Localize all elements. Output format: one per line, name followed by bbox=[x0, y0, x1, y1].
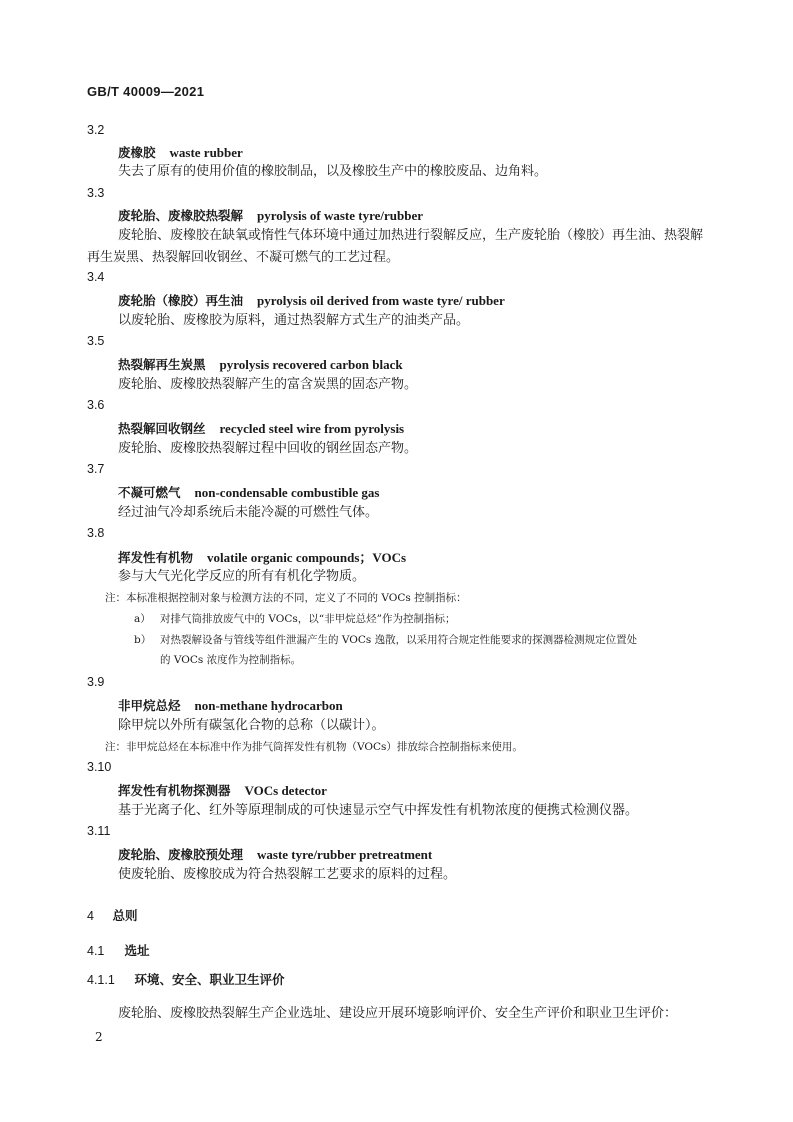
note-item-label: b） bbox=[134, 634, 152, 646]
note-item-b bbox=[134, 632, 637, 647]
note-item-text: 对热裂解设备与管线等组件泄漏产生的 VOCs 逸散，以采用符合规定性能要求的探测器检测规定位置处 bbox=[160, 634, 638, 646]
note-item-continuation: 的 VOCs 浓度作为控制指标。 bbox=[160, 654, 302, 666]
section-heading bbox=[87, 906, 138, 924]
section-number: 4.1.1 bbox=[87, 973, 115, 987]
term-zh: 废轮胎、废橡胶预处理 bbox=[118, 847, 244, 862]
term-en: pyrolysis recovered carbon black bbox=[219, 357, 403, 372]
term-en: non-methane hydrocarbon bbox=[194, 698, 343, 713]
term-heading bbox=[118, 291, 505, 309]
term-definition: 废轮胎、废橡胶热裂解产生的富含炭黑的固态产物。 bbox=[118, 377, 418, 392]
term-heading bbox=[118, 355, 403, 373]
paragraph-text: 废轮胎、废橡胶热裂解生产企业选址、建设应开展环境影响评价、安全生产评价和职业卫生评价： bbox=[118, 1006, 678, 1021]
section-title: 选址 bbox=[124, 943, 150, 958]
term-en: recycled steel wire from pyrolysis bbox=[219, 421, 405, 436]
term-definition: 除甲烷以外所有碳氢化合物的总称（以碳计）。 bbox=[118, 718, 385, 733]
note-intro: 注：本标准根据控制对象与检测方法的不同，定义了不同的 VOCs 控制指标： bbox=[105, 592, 467, 604]
term-heading bbox=[118, 547, 406, 566]
note-item-label: a） bbox=[134, 613, 151, 625]
clause-number: 3.6 bbox=[87, 398, 105, 412]
term-zh: 不凝可燃气 bbox=[118, 485, 181, 500]
term-en: waste tyre/rubber pretreatment bbox=[257, 847, 433, 862]
note-item-a bbox=[134, 611, 456, 626]
section-number: 4.1 bbox=[87, 944, 105, 958]
term-heading bbox=[118, 143, 243, 161]
term-zh: 废轮胎（橡胶）再生油 bbox=[118, 293, 244, 308]
term-definition: 使废轮胎、废橡胶成为符合热裂解工艺要求的原料的过程。 bbox=[118, 867, 457, 882]
note-item-text: 对排气筒排放废气中的 VOCs，以“非甲烷总烃”作为控制指标； bbox=[160, 613, 456, 625]
term-heading bbox=[118, 781, 327, 799]
term-definition: 参与大气光化学反应的所有有机化学物质。 bbox=[118, 569, 366, 584]
term-definition: 以废轮胎、废橡胶为原料，通过热裂解方式生产的油类产品。 bbox=[118, 313, 470, 328]
clause-number: 3.5 bbox=[87, 334, 105, 348]
subsection-heading bbox=[87, 941, 150, 959]
section-title: 总则 bbox=[112, 908, 138, 923]
term-heading bbox=[118, 419, 404, 437]
term-heading bbox=[118, 845, 432, 863]
term-zh: 废橡胶 bbox=[118, 145, 156, 160]
term-definition: 经过油气冷却系统后未能冷凝的可燃性气体。 bbox=[118, 505, 379, 520]
clause-number: 3.3 bbox=[87, 186, 105, 200]
subsubsection-heading bbox=[87, 970, 285, 988]
section-title: 环境、安全、职业卫生评价 bbox=[134, 972, 285, 987]
term-en: VOCs detector bbox=[244, 783, 327, 798]
term-heading bbox=[118, 696, 343, 714]
term-definition: 废轮胎、废橡胶热裂解过程中回收的钢丝固态产物。 bbox=[118, 441, 418, 456]
term-definition: 基于光离子化、红外等原理制成的可快速显示空气中挥发性有机物浓度的便携式检测仪器。 bbox=[118, 803, 639, 818]
term-en: waste rubber bbox=[169, 145, 243, 160]
term-definition: 失去了原有的使用价值的橡胶制品，以及橡胶生产中的橡胶废品、边角料。 bbox=[118, 164, 548, 179]
term-en: pyrolysis oil derived from waste tyre/ rubber bbox=[257, 293, 505, 308]
term-en: pyrolysis of waste tyre/rubber bbox=[257, 208, 423, 223]
term-definition: 废轮胎、废橡胶在缺氧或惰性气体环境中通过加热进行裂解反应，生产废轮胎（橡胶）再生油、热裂解再生炭黑、热裂解回收钢丝、不凝可燃气的工艺过程。 bbox=[87, 228, 704, 265]
term-zh: 热裂解回收钢丝 bbox=[118, 421, 206, 436]
page-number: 2 bbox=[95, 1030, 103, 1044]
standard-header: GB/T 40009—2021 bbox=[87, 84, 205, 99]
term-zh: 热裂解再生炭黑 bbox=[118, 357, 206, 372]
clause-number: 3.9 bbox=[87, 675, 105, 689]
term-zh: 挥发性有机物 bbox=[118, 550, 194, 565]
term-zh: 非甲烷总烃 bbox=[118, 698, 181, 713]
clause-number: 3.11 bbox=[87, 824, 111, 838]
term-en: non-condensable combustible gas bbox=[194, 485, 380, 500]
clause-number: 3.8 bbox=[87, 526, 105, 540]
note-text: 注：非甲烷总烃在本标准中作为排气筒挥发性有机物（VOCs）排放综合控制指标来使用。 bbox=[105, 741, 523, 753]
term-zh: 挥发性有机物探测器 bbox=[118, 783, 231, 798]
section-number: 4 bbox=[87, 909, 94, 923]
clause-number: 3.10 bbox=[87, 760, 112, 774]
term-en: volatile organic compounds；VOCs bbox=[207, 550, 407, 565]
clause-number: 3.7 bbox=[87, 462, 105, 476]
term-heading bbox=[118, 206, 423, 224]
term-zh: 废轮胎、废橡胶热裂解 bbox=[118, 208, 244, 223]
clause-number: 3.2 bbox=[87, 123, 105, 137]
clause-number: 3.4 bbox=[87, 270, 105, 284]
term-heading bbox=[118, 483, 379, 501]
